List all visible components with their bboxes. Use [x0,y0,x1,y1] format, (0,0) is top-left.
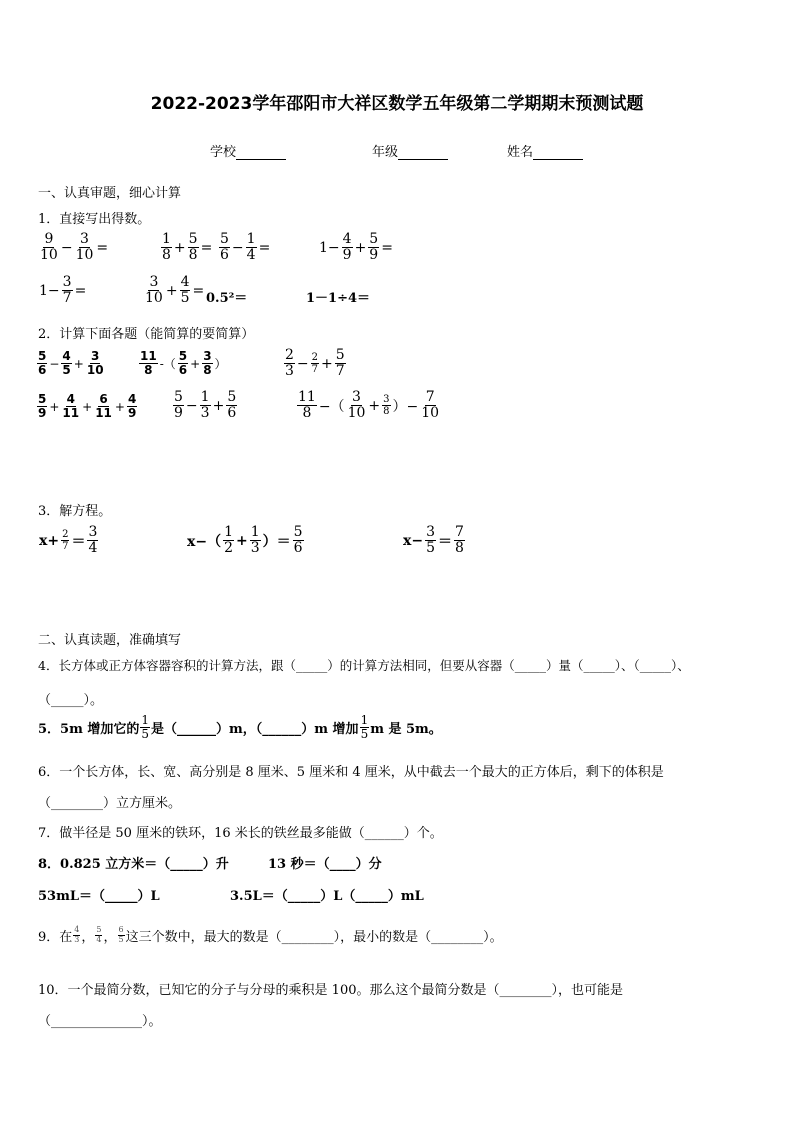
fraction: $\frac{3}{8}$ [203,349,212,378]
fraction: $\frac{5}{8}$ [188,231,198,264]
grade-label: 年级 [372,145,399,160]
page-title: 2022-2023学年邵阳市大祥区数学五年级第二学期期末预测试题 [150,94,644,114]
q3-title: 3．解方程。 [38,504,112,519]
q2-expr-2: $\frac{11}{8}$ -（ $\frac{5}{6}$ + $\frac{3}{8}$ ） [140,349,227,378]
fraction: $\frac{1}{2}$ [224,524,233,557]
q9: 9．在 $\frac{4}{3}$ ， $\frac{5}{4}$ ， $\frac{6}{5}$ 这三个数中，最大的数是（________），最小的数是（________）。 [38,925,503,945]
school-label: 学校 [210,145,237,160]
fraction: $\frac{5}{6}$ [178,349,188,378]
q8-part-b: 13 秒＝（____）分 [268,857,382,872]
fraction: $\frac{9}{10}$ [40,231,58,264]
fraction: $\frac{1}{5}$ [360,713,369,742]
q7: 7．做半径是 50 厘米的铁环，16 米长的铁丝最多能做（______）个。 [38,826,443,841]
q4-line1: 4．长方体或正方体容器容积的计算方法，跟（_____）的计算方法相同，但要从容器（_____）量（_____）、（_____）、 [38,658,690,673]
fraction: $\frac{5}{9}$ [174,389,183,422]
fraction: $\frac{11}{8}$ [298,389,316,422]
grade-field [372,141,448,160]
school-field [210,141,286,160]
fraction: $\frac{7}{10}$ [421,389,440,422]
q1-title: 1．直接写出得数。 [38,212,151,227]
q2-title: 2．计算下面各题（能简算的要简算） [38,327,255,342]
name-blank[interactable] [533,147,583,160]
fraction: $\frac{2}{7}$ [311,352,319,376]
fraction: $\frac{11}{8}$ [140,349,157,378]
name-field [507,141,583,160]
fraction: $\frac{4}{9}$ [127,392,137,421]
fraction: $\frac{3}{8}$ [383,394,390,418]
fraction: $\frac{5}{7}$ [335,347,345,380]
q8-part-c: 53mL＝（_____）L [38,889,160,904]
fraction: $\frac{4}{11}$ [62,392,80,421]
fraction: $\frac{4}{5}$ [62,349,71,378]
q1-expr-7: 0.5²＝ [206,291,248,306]
q2-expr-6: $\frac{11}{8}$ −（ $\frac{3}{10}$ + $\frac{3}{8}$ ）− $\frac{7}{10}$ [298,389,440,422]
q6-line2: （________）立方厘米。 [38,796,182,811]
q2-expr-3: $\frac{2}{3}$ − $\frac{2}{7}$ + $\frac{5}{7}$ [285,347,345,380]
fraction: $\frac{7}{8}$ [455,524,464,557]
q1-expr-8: 1－1÷4＝ [306,291,371,306]
fraction: $\frac{5}{6}$ [38,349,47,378]
q6-line1: 6．一个长方体，长、宽、高分别是 8 厘米、5 厘米和 4 厘米，从中截去一个最大的正方体后，剩下的体积是 [38,765,664,780]
fraction: $\frac{1}{3}$ [200,389,210,422]
q4-line2: （_____）。 [38,693,104,708]
q1-expr-3: $\frac{5}{6}$ − $\frac{1}{4}$ = [220,231,271,264]
q2-expr-5: $\frac{5}{9}$ − $\frac{1}{3}$ + $\frac{5}{6}$ [174,389,237,422]
fraction: $\frac{5}{4}$ [96,925,102,944]
grade-blank[interactable] [398,147,448,160]
fraction: $\frac{1}{8}$ [162,231,171,264]
q8-part-d: 3.5L＝（_____）L（_____）mL [230,889,424,904]
fraction: $\frac{5}{6}$ [220,231,229,264]
fraction: $\frac{2}{7}$ [62,529,69,553]
q2-expr-4: $\frac{5}{9}$ + $\frac{4}{11}$ + $\frac{6}{11}$ + $\frac{4}{9}$ [38,392,137,421]
fraction: $\frac{5}{6}$ [293,524,303,557]
q10-line2: （______________）。 [38,1014,162,1029]
fraction: $\frac{6}{5}$ [118,925,124,944]
q8-part-a: 8．0.825 立方米＝（_____）升 [38,857,229,872]
q3-equation-2: x−（ $\frac{1}{2}$ + $\frac{1}{3}$ ）＝ $\frac{5}{6}$ [187,524,303,557]
fraction: $\frac{5}{9}$ [38,392,47,421]
school-blank[interactable] [236,147,286,160]
section1-heading: 一、认真审题，细心计算 [38,186,182,201]
fraction: $\frac{5}{9}$ [369,231,379,264]
section2-heading: 二、认真读题，准确填写 [38,633,182,648]
q1-expr-6: $\frac{3}{10}$ + $\frac{4}{5}$ = [145,274,205,307]
q3-equation-3: x− $\frac{3}{5}$ ＝ $\frac{7}{8}$ [403,524,464,557]
fraction: $\frac{3}{10}$ [86,349,104,378]
fraction: $\frac{3}{10}$ [75,231,94,264]
q3-equation-1: x+ $\frac{2}{7}$ ＝ $\frac{3}{4}$ [39,524,98,557]
fraction: $\frac{4}{3}$ [74,925,80,944]
q1-expr-1: $\frac{9}{10}$ − $\frac{3}{10}$ = [40,231,109,264]
fraction: $\frac{3}{5}$ [426,524,435,557]
name-label: 姓名 [507,145,534,160]
q1-expr-5: 1− $\frac{3}{7}$ = [39,274,87,307]
q5: 5．5m 增加它的 $\frac{1}{5}$ 是（______）m，（______）m 增加 $\frac{1}{5}$ m 是 5m。 [38,713,442,742]
fraction: $\frac{5}{6}$ [227,389,237,422]
q1-expr-2: $\frac{1}{8}$ + $\frac{5}{8}$ = [162,231,213,264]
fraction: $\frac{3}{7}$ [62,274,72,307]
fraction: $\frac{4}{9}$ [342,231,352,264]
q10-line1: 10．一个最简分数，已知它的分子与分母的乘积是 100。那么这个最简分数是（________），也可能是 [38,983,623,998]
fraction: $\frac{1}{5}$ [141,713,150,742]
fraction: $\frac{6}{11}$ [95,392,112,421]
fraction: $\frac{2}{3}$ [285,347,294,380]
q1-expr-4: 1− $\frac{4}{9}$ + $\frac{5}{9}$ = [319,231,393,264]
fraction: $\frac{1}{3}$ [250,524,260,557]
fraction: $\frac{3}{10}$ [145,274,163,307]
fraction: $\frac{4}{5}$ [180,274,190,307]
fraction: $\frac{3}{10}$ [347,389,366,422]
fraction: $\frac{1}{4}$ [246,231,256,264]
fraction: $\frac{3}{4}$ [88,524,98,557]
q2-expr-1: $\frac{5}{6}$ − $\frac{4}{5}$ + $\frac{3}{10}$ [38,349,104,378]
